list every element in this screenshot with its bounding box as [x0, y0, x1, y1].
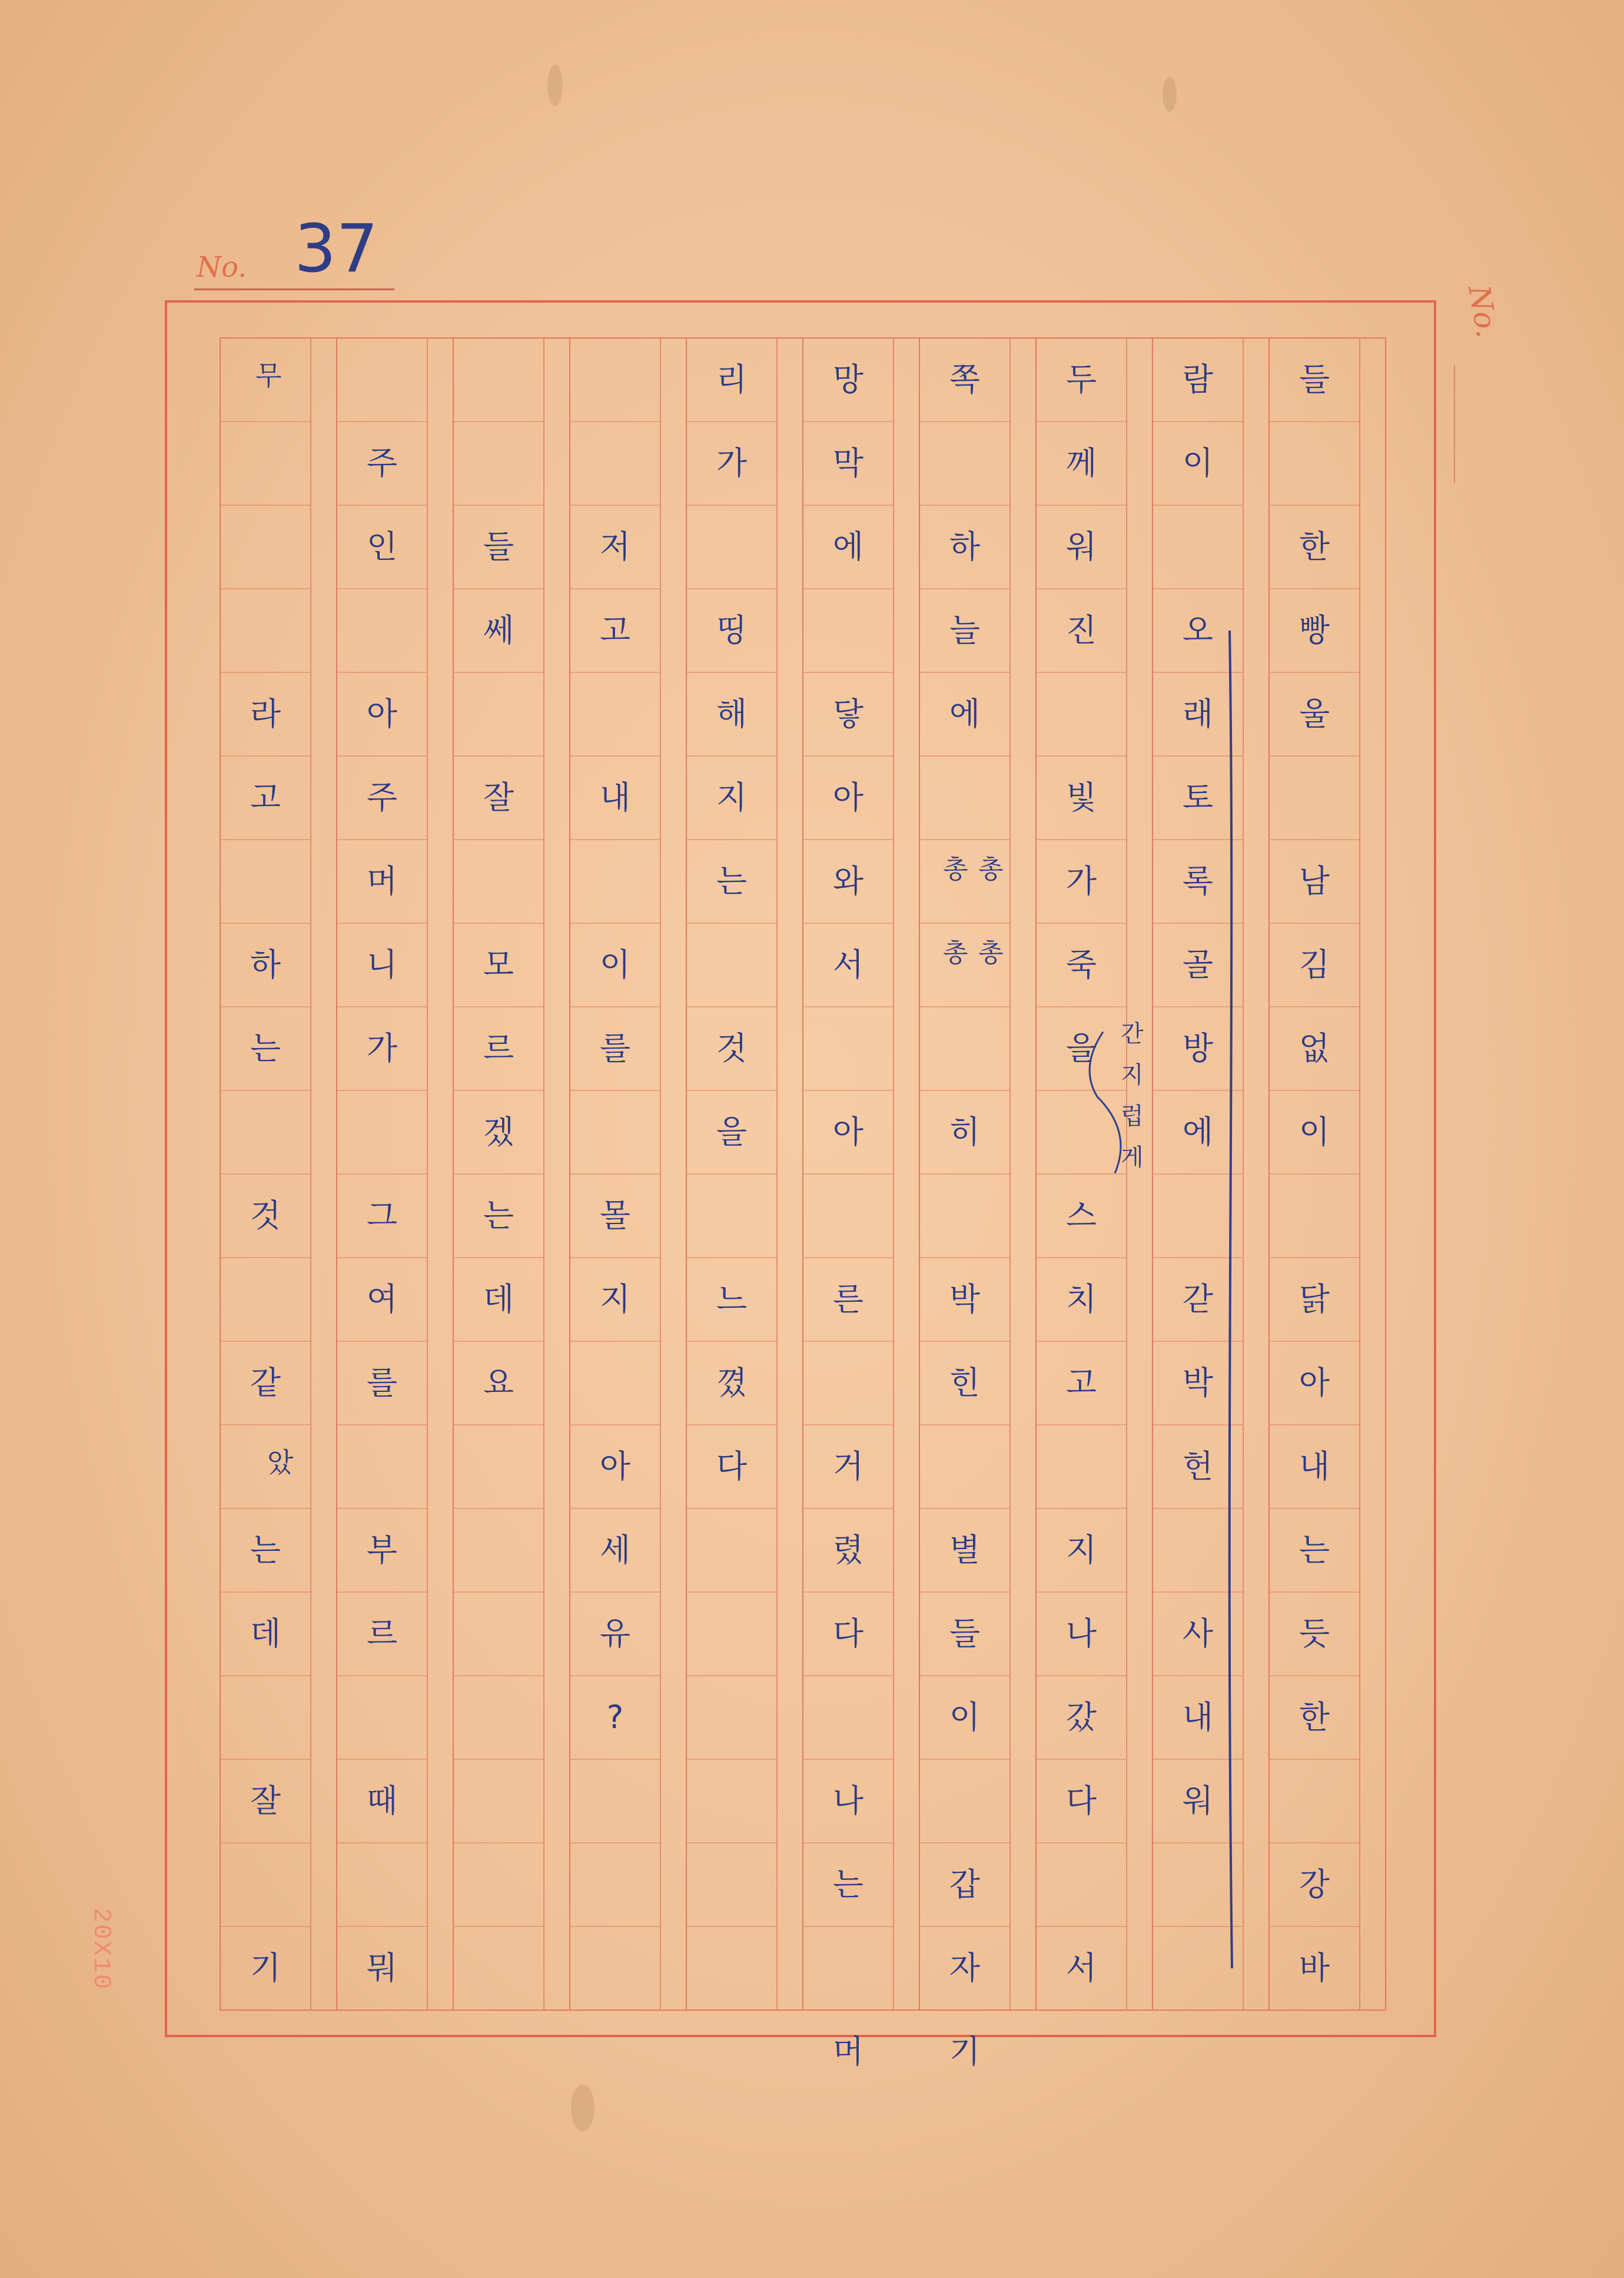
manuscript-char: 여 [366, 1281, 398, 1318]
manuscript-char: 박 [949, 1281, 981, 1318]
manuscript-char: 저 [599, 528, 631, 565]
manuscript-char: 는 [1298, 1531, 1330, 1569]
manuscript-char: 같 [250, 1364, 281, 1401]
manuscript-char: 아 [832, 1113, 864, 1150]
manuscript-char: 주 [366, 445, 398, 482]
manuscript-char: 리 [716, 361, 748, 398]
manuscript-char: 진 [1065, 612, 1097, 649]
manuscript-char: 것 [250, 1197, 281, 1234]
manuscript-char: 한 [1298, 528, 1330, 565]
manuscript-char: 요 [483, 1364, 514, 1401]
manuscript-char: 워 [1182, 1782, 1214, 1819]
manuscript-char: 록 [1182, 863, 1214, 900]
manuscript-char: 그 [366, 1197, 398, 1234]
manuscript-char: 갑 [949, 1866, 981, 1903]
manuscript-char: 것 [716, 1030, 748, 1067]
manuscript-char: 라 [250, 695, 281, 732]
manuscript-char: 이 [1182, 445, 1214, 482]
stain [1163, 77, 1177, 112]
manuscript-char: 히 [949, 1113, 981, 1150]
manuscript-char: 데 [250, 1615, 281, 1652]
manuscript-char: 자 [949, 1949, 981, 1987]
manuscript-char: 두 [1065, 361, 1097, 398]
manuscript-char: 갔 [1065, 1699, 1097, 1736]
manuscript-char: 부 [366, 1531, 398, 1569]
manuscript-char: 세 [599, 1531, 631, 1569]
manuscript-char: 가 [366, 1030, 398, 1067]
manuscript-char: 뭐 [366, 1949, 398, 1987]
page-number: 37 [294, 211, 378, 287]
page-number-label: No. [197, 251, 247, 284]
manuscript-char: 람 [1182, 361, 1214, 398]
manuscript-char: 이 [599, 946, 631, 983]
manuscript-char: 는 [250, 1531, 281, 1569]
manuscript-char: 지 [1065, 1531, 1097, 1569]
manuscript-char: 잘 [250, 1782, 281, 1819]
manuscript-char: 를 [366, 1364, 398, 1401]
manuscript-char: 가 [716, 445, 748, 482]
manuscript-char: 울 [1298, 695, 1330, 732]
manuscript-char: 에 [832, 528, 864, 565]
manuscript-char: 사 [1182, 1615, 1214, 1652]
manuscript-char: 나 [832, 1782, 864, 1819]
manuscript-char: 늘 [949, 612, 981, 649]
manuscript-char: 내 [1182, 1699, 1214, 1736]
manuscript-char: 박 [1182, 1364, 1214, 1401]
manuscript-char: 몰 [599, 1197, 631, 1234]
manuscript-char: 는 [250, 1030, 281, 1067]
manuscript-char: 는 [716, 863, 748, 900]
manuscript-char: 래 [1182, 695, 1214, 732]
manuscript-char: 인 [366, 528, 398, 565]
manuscript-char: 힌 [949, 1364, 981, 1401]
manuscript-char: 아 [1298, 1364, 1330, 1401]
manuscript-char: 데 [483, 1281, 514, 1318]
manuscript-char: 겠 [483, 1113, 514, 1150]
manuscript-grid-frame [165, 300, 1436, 2070]
manuscript-char: 지 [716, 779, 748, 816]
stain [547, 65, 563, 106]
inserted-note: 총 [943, 938, 968, 969]
manuscript-char: 머 [832, 2033, 864, 2070]
paper-format-stamp: 20X10 [87, 1908, 115, 1991]
manuscript-char: 모 [483, 946, 514, 983]
right-margin-line [1454, 365, 1459, 483]
manuscript-char: 하 [250, 946, 281, 983]
manuscript-char: 막 [832, 445, 864, 482]
inserted-note: 총 [978, 854, 1004, 885]
manuscript-char: 김 [1298, 946, 1330, 983]
manuscript-char: 거 [832, 1448, 864, 1485]
manuscript-char: 기 [250, 1949, 281, 1987]
manuscript-char: 는 [832, 1866, 864, 1903]
manuscript-char: 띵 [716, 612, 748, 649]
interlinear-note: 지 [1121, 1062, 1144, 1089]
manuscript-char: 를 [599, 1030, 631, 1067]
manuscript-char: 르 [483, 1030, 514, 1067]
interlinear-note: 게 [1121, 1144, 1144, 1172]
manuscript-char: 들 [949, 1615, 981, 1652]
manuscript-char: 빛 [1065, 779, 1097, 816]
manuscript-char: 이 [949, 1699, 981, 1736]
manuscript-char: 을 [1065, 1030, 1097, 1067]
manuscript-char: 느 [716, 1281, 748, 1318]
manuscript-char: 서 [832, 946, 864, 983]
manuscript-char: 들 [1298, 361, 1330, 398]
manuscript-char: 치 [1065, 1281, 1097, 1318]
manuscript-char: 헌 [1182, 1448, 1214, 1485]
manuscript-char: 해 [716, 695, 748, 732]
right-number-label: No. [1462, 283, 1505, 340]
manuscript-char: 별 [949, 1531, 981, 1569]
manuscript-char: 고 [1065, 1364, 1097, 1401]
manuscript-char: 와 [832, 863, 864, 900]
interlinear-note: 럽 [1121, 1103, 1144, 1130]
inserted-note: 총 [978, 938, 1004, 969]
manuscript-char: 렸 [832, 1531, 864, 1569]
manuscript-char: 는 [483, 1197, 514, 1234]
manuscript-char: 다 [832, 1615, 864, 1652]
manuscript-char: 머 [366, 863, 398, 900]
manuscript-char: 지 [599, 1281, 631, 1318]
manuscript-char: 망 [832, 361, 864, 398]
manuscript-char: 을 [716, 1113, 748, 1150]
page-number-box [194, 212, 394, 290]
manuscript-char: 골 [1182, 946, 1214, 983]
manuscript-char: 없 [1298, 1030, 1330, 1067]
manuscript-char: 닿 [832, 695, 864, 732]
inserted-note: 총 [943, 854, 968, 885]
manuscript-char: 때 [366, 1782, 398, 1819]
manuscript-char: 에 [949, 695, 981, 732]
manuscript-char: 잘 [483, 779, 514, 816]
manuscript-char: 나 [1065, 1615, 1097, 1652]
manuscript-char: 갇 [1182, 1281, 1214, 1318]
manuscript-char: 니 [366, 946, 398, 983]
manuscript-char: 주 [366, 779, 398, 816]
manuscript-char: 이 [1298, 1113, 1330, 1150]
manuscript-char: 내 [599, 779, 631, 816]
manuscript-char: 죽 [1065, 946, 1097, 983]
margin-note-mid: 았 [267, 1447, 294, 1479]
manuscript-char: 른 [832, 1281, 864, 1318]
manuscript-char: 방 [1182, 1030, 1214, 1067]
manuscript-char: 토 [1182, 779, 1214, 816]
manuscript-char: 고 [250, 779, 281, 816]
manuscript-char: 한 [1298, 1699, 1330, 1736]
manuscript-char: 바 [1298, 1949, 1330, 1987]
manuscript-char: 쎄 [483, 612, 514, 649]
manuscript-char: 닭 [1298, 1281, 1330, 1318]
manuscript-char: 유 [599, 1615, 631, 1652]
manuscript-char: 워 [1065, 528, 1097, 565]
manuscript-char: 아 [366, 695, 398, 732]
manuscript-char: 남 [1298, 863, 1330, 900]
manuscript-char: 고 [599, 612, 631, 649]
manuscript-char: 듯 [1298, 1615, 1330, 1652]
manuscript-char: 들 [483, 528, 514, 565]
manuscript-char: 르 [366, 1615, 398, 1652]
manuscript-char: 아 [599, 1448, 631, 1485]
stain [571, 2084, 595, 2131]
manuscript-char: 꼈 [716, 1364, 748, 1401]
manuscript-char: 하 [949, 528, 981, 565]
margin-note-top: 무 [255, 360, 282, 392]
manuscript-char: 내 [1298, 1448, 1330, 1485]
manuscript-char: 서 [1065, 1949, 1097, 1987]
manuscript-char: 께 [1065, 445, 1097, 482]
manuscript-char: 스 [1065, 1197, 1097, 1234]
manuscript-char: 빵 [1298, 612, 1330, 649]
manuscript-char: 쪽 [949, 361, 981, 398]
manuscript-char: 에 [1182, 1113, 1214, 1150]
manuscript-char: 아 [832, 779, 864, 816]
manuscript-char: 기 [949, 2033, 981, 2070]
manuscript-char: 오 [1182, 612, 1214, 649]
manuscript-char: 다 [1065, 1782, 1097, 1819]
manuscript-char: 강 [1298, 1866, 1330, 1903]
manuscript-char: 가 [1065, 863, 1097, 900]
manuscript-char: 다 [716, 1448, 748, 1485]
interlinear-note: 간 [1121, 1020, 1144, 1048]
manuscript-char: ? [606, 1699, 624, 1736]
